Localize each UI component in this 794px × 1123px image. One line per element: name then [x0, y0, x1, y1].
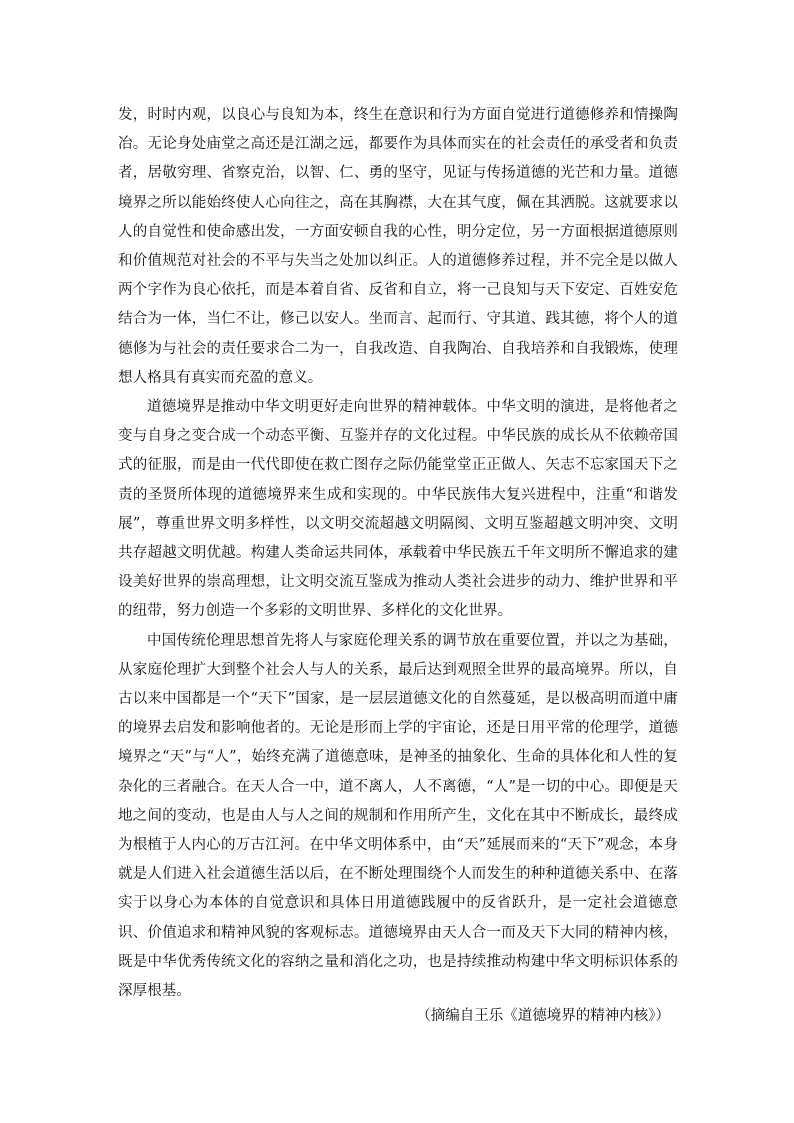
paragraph-1: 发，时时内观，以良心与良知为本，终生在意识和行为方面自觉进行道德修养和情操陶冶。无论身处庙堂之高还是江湖之远，都要作为具体而实在的社会责任的承受者和负责者，居敬穷理、省察克治，以智、仁、勇的坚守，见证与传扬道德的光芒和力量。道德境界之所以能始终使人心向往之，高在其胸襟，大在其气度，佩在其洒脱。这就要求以人的自觉性和使命感出发，一方面安顿自我的心性，明分定位，另一方面根据道德原则和价值规范对社会的不平与失当之处加以纠正。人的道德修养过程，并不完全是以做人两个字作为良心依托，而是本着自省、反省和自立，将一己良知与天下安定、百姓安危结合为一体，当仁不让，修己以安人。坐而言、起而行、守其道、践其德，将个人的道德修为与社会的责任要求合二为一，自我改造、自我陶冶、自我培养和自我锻炼，使理想人格具有真实而充盈的意义。 [118, 107, 678, 386]
paragraph-3: 中国传统伦理思想首先将人与家庭伦理关系的调节放在重要位置，并以之为基础，从家庭伦理扩大到整个社会人与人的关系，最后达到观照全世界的最高境界。所以，自古以来中国都是一个“天下”国家，是一层层道德文化的自然蔓延，是以极高明而道中庸的境界去启发和影响他者的。无论是形而上学的宇宙论，还是日用平常的伦理学，道德境界之“天”与“人”，始终充满了道德意味，是神圣的抽象化、生命的具体化和人性的复杂化的三者融合。在天人合一中，道不离人，人不离德，“人”是一切的中心。即便是天地之间的变动，也是由人与人之间的规制和作用所产生，文化在其中不断成长，最终成为根植于人内心的万古江河。在中华文明体系中，由“天”延展而来的“天下”观念，本身就是人们进入社会道德生活以后，在不断处理围绕个人而发生的种种道德关系中、在落实于以身心为本体的自觉意识和具体日用道德践履中的反省跃升，是一定社会道德意识、价值追求和精神风貌的客观标志。道德境界由天人合一而及天下大同的精神内核，既是中华优秀传统文化的容纳之量和消化之功，也是持续推动构建中华文明标识体系的深厚根基。 [118, 632, 678, 1000]
article-body [118, 101, 678, 1006]
paragraph-2: 道德境界是推动中华文明更好走向世界的精神载体。中华文明的演进，是将他者之变与自身之变合成一个动态平衡、互鉴并存的文化过程。中华民族的成长从不依赖帝国式的征服，而是由一代代即使在救亡图存之际仍能堂堂正正做人、矢志不忘家国天下之责的圣贤所体现的道德境界来生成和实现的。中华民族伟大复兴进程中，注重“和谐发展”，尊重世界文明多样性，以文明交流超越文明隔阂、文明互鉴超越文明冲突、文明共存超越文明优越。构建人类命运共同体，承载着中华民族五千年文明所不懈追求的建设美好世界的崇高理想，让文明交流互鉴成为推动人类社会进步的动力、维护世界和平的纽带，努力创造一个多彩的文明世界、多样化的文化世界。 [118, 399, 678, 620]
source-citation: （摘编自王乐《道德境界的精神内核》） [416, 1008, 670, 1024]
